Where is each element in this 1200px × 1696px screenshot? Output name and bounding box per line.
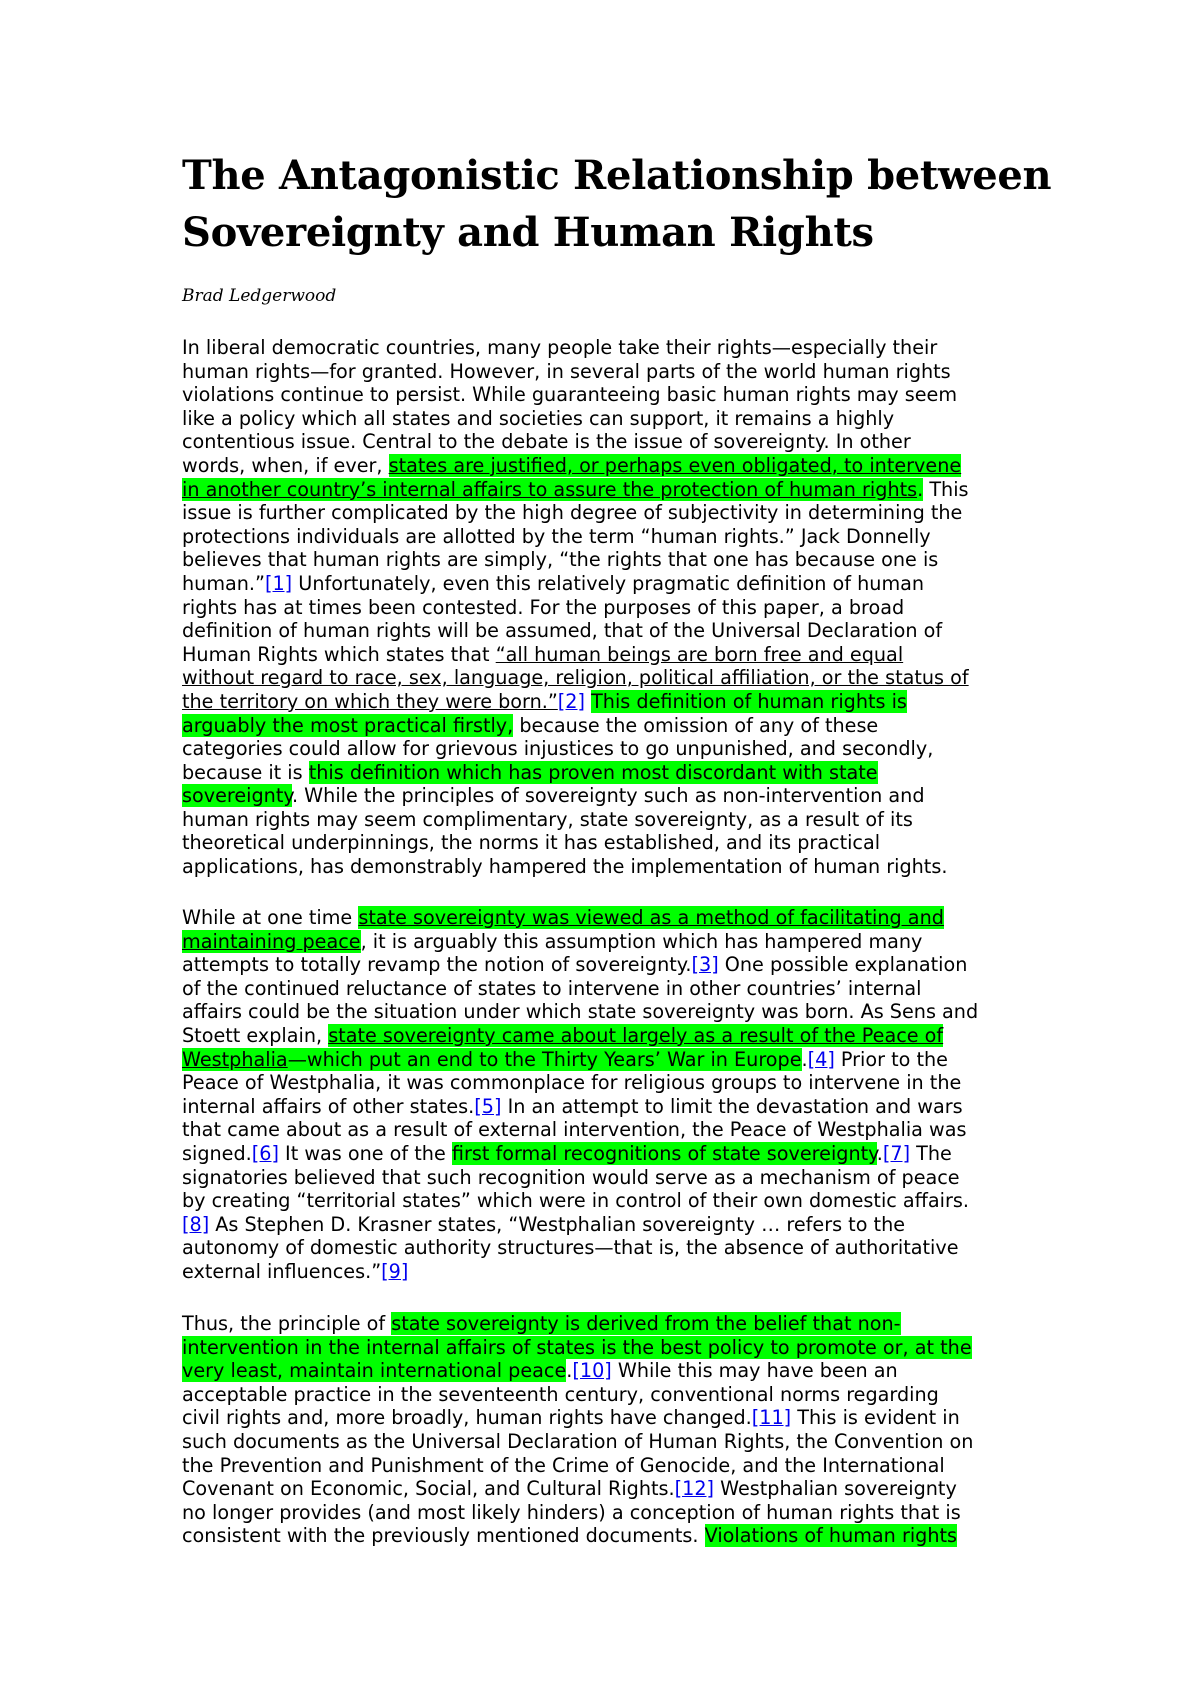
highlighted-text: very least, maintain international peace <box>182 1359 567 1383</box>
title-line: Sovereignty and Human Rights <box>182 209 874 256</box>
highlighted-text: Westphalia <box>182 1047 288 1071</box>
text-run: This is evident in <box>791 1406 960 1430</box>
text-run: attempts to totally revamp the notion of sovereignty. <box>182 953 692 977</box>
text-line <box>182 1071 978 1095</box>
text-run: signed. <box>182 1141 252 1165</box>
text-run: protections individuals are allotted by the term “human rights.” Jack Donnelly <box>182 524 931 548</box>
text-line <box>182 1213 978 1237</box>
text-line <box>182 1359 973 1383</box>
text-line <box>182 360 969 384</box>
text-run: affairs could be the situation under which state sovereignty was born. As Sens and <box>182 1000 979 1024</box>
underlined-text: “all human beings are born free and equal <box>495 642 904 666</box>
text-run: acceptable practice in the seventeenth century, conventional norms regarding <box>182 1382 939 1406</box>
footnote-link[interactable]: [10] <box>572 1359 612 1383</box>
text-run: Peace of Westphalia, it was commonplace for religious groups to intervene in the <box>182 1071 962 1095</box>
text-run: words, when, if ever, <box>182 453 389 477</box>
text-line <box>182 1142 978 1166</box>
text-run: consistent with the previously mentioned documents. <box>182 1524 705 1548</box>
text-line <box>182 430 969 454</box>
text-run: While at one time <box>182 906 359 929</box>
text-run: The <box>910 1141 952 1165</box>
text-run: As Stephen D. Krasner states, “Westphalian sovereignty … refers to the <box>209 1212 906 1236</box>
text-line <box>182 478 969 502</box>
text-line <box>182 407 969 431</box>
text-run: categories could allow for grievous injustices to go unpunished, and secondly, <box>182 737 934 761</box>
footnote-link[interactable]: [11] <box>751 1406 792 1430</box>
body-paragraph <box>182 906 978 1284</box>
text-line <box>182 761 969 785</box>
text-line <box>182 737 969 761</box>
text-run: . While the principles of sovereignty such as non-intervention and <box>291 784 925 808</box>
author-byline: Brad Ledgerwood <box>182 286 337 306</box>
text-line <box>182 1024 978 1048</box>
text-line <box>182 714 969 738</box>
text-line <box>182 1383 973 1407</box>
text-run: rights has at times been contested. For the purposes of this paper, a broad <box>182 595 905 619</box>
text-run: external influences.” <box>182 1259 382 1283</box>
text-line <box>182 1406 973 1430</box>
text-line <box>182 1095 978 1119</box>
text-run: believes that human rights are simply, “the rights that one has because one is <box>182 548 939 572</box>
text-line <box>182 336 969 360</box>
highlighted-text: in another country’s internal affairs to assure the protection of human rights <box>182 477 918 501</box>
highlighted-text: This definition of human rights is <box>591 689 907 713</box>
text-run: violations continue to persist. While guaranteeing basic human rights may seem <box>182 383 958 407</box>
text-run: by creating “territorial states” which were in control of their own domestic affairs. <box>182 1189 969 1213</box>
text-run: civil rights and, more broadly, human rights have changed. <box>182 1406 752 1430</box>
text-line <box>182 666 969 690</box>
text-line <box>182 930 978 954</box>
text-run: internal affairs of other states. <box>182 1094 475 1118</box>
highlighted-text: first formal recognitions of state sovereignty <box>451 1141 877 1165</box>
text-line <box>182 596 969 620</box>
text-run: definition of human rights will be assumed, that of the Universal Declaration of <box>182 619 943 643</box>
highlighted-text: . <box>917 477 924 501</box>
text-line <box>182 855 969 879</box>
text-line <box>182 1430 973 1454</box>
text-line <box>182 831 969 855</box>
text-line <box>182 454 969 478</box>
text-run: theoretical underpinnings, the norms it has established, and its practical <box>182 831 881 855</box>
text-line <box>182 953 978 977</box>
text-run: , it is arguably this assumption which has hampered many <box>360 929 923 953</box>
text-run: no longer provides (and most likely hinders) a conception of human rights that is <box>182 1500 961 1524</box>
highlighted-text: —which put an end to the Thirty Years’ War in Europe <box>287 1047 802 1071</box>
text-run: like a policy which all states and societies can support, it remains a highly <box>182 406 895 430</box>
text-line <box>182 525 969 549</box>
text-line <box>182 1236 978 1260</box>
text-run: In liberal democratic countries, many people take their rights—especially their <box>182 336 938 359</box>
text-line <box>182 1501 973 1525</box>
underlined-text: the territory on which they were born.” <box>182 689 558 713</box>
text-line <box>182 1454 973 1478</box>
text-run: Human Rights which states that <box>182 642 496 666</box>
text-run: Covenant on Economic, Social, and Cultural Rights. <box>182 1477 675 1501</box>
text-run: contentious issue. Central to the debate is the issue of sovereignty. In other <box>182 430 911 454</box>
text-run: human rights may seem complimentary, state sovereignty, as a result of its <box>182 807 913 831</box>
text-run: . <box>801 1047 808 1071</box>
text-line <box>182 501 969 525</box>
footnote-link[interactable]: [8] <box>182 1212 210 1236</box>
text-run: that came about as a result of external intervention, the Peace of Westphalia was <box>182 1118 967 1142</box>
body-paragraph <box>182 336 969 879</box>
footnote-link[interactable]: [6] <box>251 1141 279 1165</box>
text-line <box>182 643 969 667</box>
text-run: autonomy of domestic authority structures—that is, the absence of authoritative <box>182 1236 959 1260</box>
text-line <box>182 1118 978 1142</box>
text-line <box>182 1312 973 1336</box>
text-line <box>182 548 969 572</box>
body-paragraph <box>182 1312 973 1548</box>
text-run: human rights—for granted. However, in several parts of the world human rights <box>182 359 951 383</box>
footnote-link[interactable]: [3] <box>691 953 719 977</box>
highlighted-text: intervention in the internal affairs of states is the best policy to promote or, at the <box>182 1335 972 1359</box>
highlighted-text: sovereignty <box>182 784 292 808</box>
text-line <box>182 977 978 1001</box>
text-run: It was one of the <box>278 1141 452 1165</box>
text-line <box>182 808 969 832</box>
text-line <box>182 1336 973 1360</box>
text-line <box>182 1166 978 1190</box>
title-line: The Antagonistic Relationship between <box>182 152 1052 199</box>
text-line <box>182 619 969 643</box>
text-run: This <box>923 477 969 501</box>
highlighted-text: arguably the most practical firstly, <box>182 713 514 737</box>
text-line <box>182 1524 973 1548</box>
highlighted-text: state sovereignty was viewed as a method of facilitating and <box>358 906 944 929</box>
highlighted-text: state sovereignty came about largely as a result of the Peace of <box>328 1023 944 1047</box>
text-run: Unfortunately, even this relatively pragmatic definition of human <box>292 571 925 595</box>
text-line <box>182 572 969 596</box>
highlighted-text: state sovereignty is derived from the belief that non- <box>391 1312 901 1335</box>
text-run: . <box>566 1359 573 1383</box>
footnote-link[interactable]: [2] <box>557 689 585 713</box>
highlighted-text: this definition which has proven most discordant with state <box>308 760 878 784</box>
text-run: In an attempt to limit the devastation and wars <box>501 1094 963 1118</box>
footnote-link[interactable]: [7] <box>882 1141 911 1165</box>
text-run: such documents as the Universal Declaration of Human Rights, the Convention on <box>182 1429 974 1453</box>
footnote-link[interactable]: [12] <box>674 1477 715 1501</box>
text-run: Stoett explain, <box>182 1023 329 1047</box>
page-title <box>182 147 1082 261</box>
text-run: applications, has demonstrably hampered the implementation of human rights. <box>182 855 948 879</box>
text-run: issue is further complicated by the high degree of subjectivity in determining the <box>182 501 963 525</box>
text-run: because the omission of any of these <box>513 713 879 737</box>
text-line <box>182 1000 978 1024</box>
footnote-link[interactable]: [1] <box>264 571 293 595</box>
text-line <box>182 383 969 407</box>
text-run: Westphalian sovereignty <box>714 1477 957 1501</box>
text-line <box>182 1189 978 1213</box>
text-line <box>182 690 969 714</box>
text-run: . <box>876 1141 883 1165</box>
text-line <box>182 1477 973 1501</box>
highlighted-text: states are justified, or perhaps even obligated, to intervene <box>388 453 962 477</box>
text-run: the Prevention and Punishment of the Crime of Genocide, and the International <box>182 1453 945 1477</box>
text-run: human.” <box>182 571 265 595</box>
text-run: While this may have been an <box>611 1359 898 1383</box>
text-run: Thus, the principle of <box>182 1312 392 1335</box>
highlighted-text: maintaining peace <box>182 929 361 953</box>
footnote-link[interactable]: [4] <box>807 1047 835 1071</box>
text-run: of the continued reluctance of states to intervene in other countries’ internal <box>182 976 922 1000</box>
text-line <box>182 906 978 930</box>
text-run: One possible explanation <box>718 953 968 977</box>
text-line <box>182 1048 978 1072</box>
text-line <box>182 784 969 808</box>
footnote-link[interactable]: [9] <box>381 1259 409 1283</box>
text-line <box>182 1260 978 1284</box>
footnote-link[interactable]: [5] <box>474 1094 502 1118</box>
underlined-text: without regard to race, sex, language, religion, political affiliation, or the status of <box>182 666 969 690</box>
text-run: because it is <box>182 760 309 784</box>
highlighted-text: Violations of human rights <box>704 1524 958 1548</box>
text-run: Prior to the <box>834 1047 948 1071</box>
text-run: signatories believed that such recognition would serve as a mechanism of peace <box>182 1165 960 1189</box>
